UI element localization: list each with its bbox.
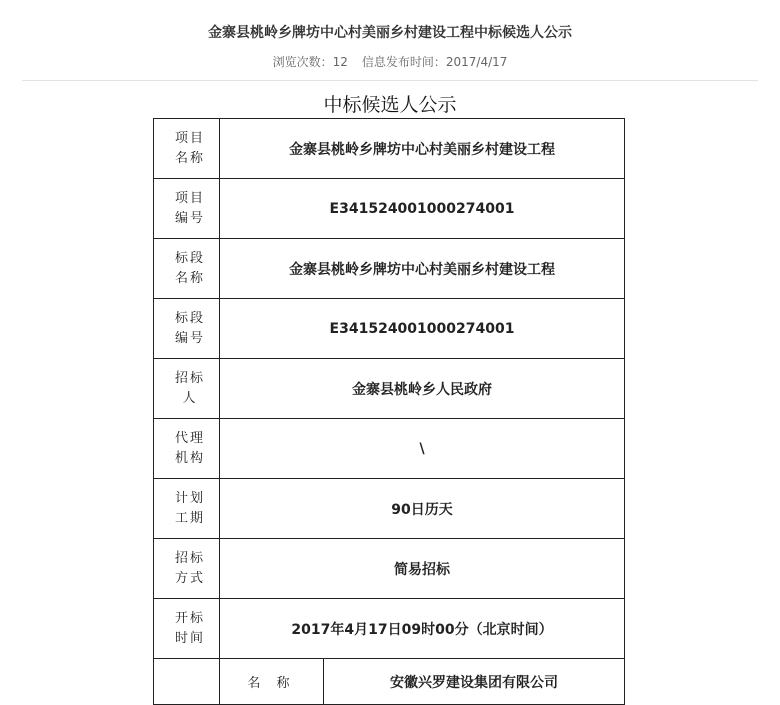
row-label: 开标时间: [154, 599, 220, 659]
views-count: 12: [332, 55, 348, 69]
row-value: 2017年4月17日09时00分（北京时间）: [220, 599, 625, 659]
row-label: 代理机构: [154, 419, 220, 479]
table-row: [154, 179, 625, 239]
table-row: [154, 539, 625, 599]
candidate-name-value: 安徽兴罗建设集团有限公司: [324, 659, 625, 705]
candidate-name-label: 名 称: [220, 659, 324, 705]
row-label: 标段编号: [154, 299, 220, 359]
candidate-row: [154, 659, 625, 705]
page-title: 金寨县桃岭乡牌坊中心村美丽乡村建设工程中标候选人公示: [208, 25, 572, 41]
row-value: E341524001000274001: [220, 299, 625, 359]
candidate-label-cell: [154, 659, 220, 705]
table-row: [154, 359, 625, 419]
publish-label: 信息发布时间：: [361, 55, 446, 69]
article-meta: [0, 53, 780, 70]
row-value: E341524001000274001: [220, 179, 625, 239]
row-value: 90日历天: [220, 479, 625, 539]
table-row: [154, 239, 625, 299]
views-label: 浏览次数：: [272, 55, 333, 69]
row-label: 标段名称: [154, 239, 220, 299]
table-caption: 中标候选人公示: [323, 94, 457, 116]
row-value: 金寨县桃岭乡人民政府: [220, 359, 625, 419]
publish-date: 2017/4/17: [445, 55, 508, 69]
table-row: [154, 119, 625, 179]
row-value: 简易招标: [220, 539, 625, 599]
table-row: [154, 299, 625, 359]
row-value: \: [220, 419, 625, 479]
row-value: 金寨县桃岭乡牌坊中心村美丽乡村建设工程: [220, 239, 625, 299]
row-label: 招标方式: [154, 539, 220, 599]
table-row: [154, 599, 625, 659]
row-label: 招标人: [154, 359, 220, 419]
row-label: 计划工期: [154, 479, 220, 539]
row-value: 金寨县桃岭乡牌坊中心村美丽乡村建设工程: [220, 119, 625, 179]
row-label: 项目名称: [154, 119, 220, 179]
bid-notice-table: [153, 118, 625, 705]
title-divider: [22, 80, 758, 81]
row-label: 项目编号: [154, 179, 220, 239]
table-row: [154, 419, 625, 479]
table-row: [154, 479, 625, 539]
